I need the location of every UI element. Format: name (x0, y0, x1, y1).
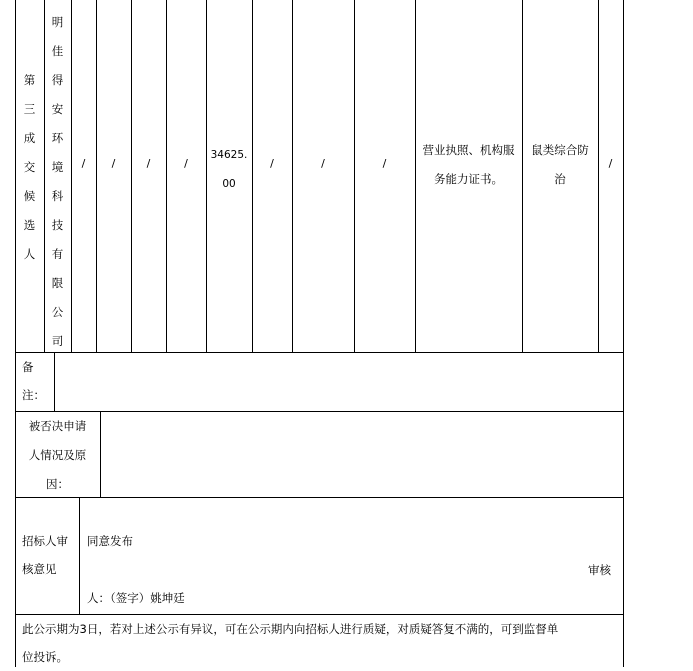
company-char: 得 (51, 73, 64, 87)
company-char: 环 (51, 131, 64, 145)
cell-value: / (184, 157, 188, 170)
rank-char: 选 (23, 218, 36, 232)
company-char: 佳 (51, 44, 64, 58)
company-char: 安 (51, 102, 64, 116)
company-char: 司 (51, 334, 64, 348)
company-char: 明 (51, 15, 64, 29)
rank-char: 成 (23, 131, 36, 145)
cell-value: / (321, 157, 325, 170)
cell-value: / (81, 157, 86, 170)
column-divider (71, 0, 72, 352)
remarks-label-line: 注： (22, 388, 45, 402)
price-line: 00 (222, 178, 236, 190)
company-char: 公 (51, 305, 64, 319)
cell-value: / (382, 157, 387, 170)
cell-value: / (270, 157, 274, 170)
review-signature: 人：（签字）姚坤廷 (87, 591, 185, 605)
service-text (522, 136, 598, 194)
qualification-line: 营业执照、机构服 (422, 143, 515, 157)
rejected-label (15, 412, 100, 499)
rank-char: 三 (23, 102, 36, 116)
review-label-line: 招标人审 (22, 534, 68, 548)
remarks-label (22, 353, 52, 409)
service-line: 治 (554, 172, 566, 186)
company-char: 限 (51, 276, 64, 290)
qualification-text (415, 136, 522, 194)
review-label-line: 核意见 (22, 562, 57, 576)
review-approver-label: 审核 (588, 563, 611, 577)
border-right (623, 0, 624, 667)
company-char: 有 (51, 247, 64, 261)
review-label (22, 527, 78, 583)
row-divider (15, 497, 623, 498)
company-char: 技 (51, 218, 64, 232)
rejected-label-line: 被否决申请 (28, 419, 87, 433)
company-name (44, 8, 71, 356)
column-divider (54, 352, 55, 411)
remarks-label-line: 备 (22, 360, 34, 374)
rank-char: 交 (23, 160, 36, 174)
company-char: 科 (51, 189, 64, 203)
column-divider (100, 411, 101, 497)
cell-value: / (111, 157, 116, 170)
notice-line: 此公示期为3日，若对上述公示有异议，可在公示期内向招标人进行质疑，对质疑答复不满的，可到监督单 (22, 622, 559, 636)
column-divider (96, 0, 97, 352)
bid-price (206, 141, 252, 199)
company-char: 境 (51, 160, 64, 174)
rank-char: 人 (23, 247, 36, 261)
column-divider (354, 0, 355, 352)
rank-char: 候 (23, 189, 36, 203)
service-line: 鼠类综合防 (531, 143, 589, 157)
objection-notice (22, 615, 620, 671)
price-line: 34625. (210, 149, 248, 161)
rejected-label-line: 因： (46, 477, 69, 491)
candidate-rank-label (15, 66, 44, 269)
column-divider (79, 497, 80, 614)
cell-value: / (146, 157, 151, 170)
rejected-label-line: 人情况及原 (28, 448, 87, 462)
column-divider (598, 0, 599, 352)
column-divider (131, 0, 132, 352)
cell-value: / (608, 157, 613, 170)
column-divider (166, 0, 167, 352)
qualification-line: 务能力证书。 (434, 172, 503, 186)
rank-char: 第 (23, 73, 36, 87)
row-divider (15, 411, 623, 412)
column-divider (292, 0, 293, 352)
row-divider (15, 352, 623, 353)
notice-line: 位投诉。 (22, 650, 68, 664)
review-opinion: 同意发布 (87, 534, 133, 548)
column-divider (252, 0, 253, 352)
